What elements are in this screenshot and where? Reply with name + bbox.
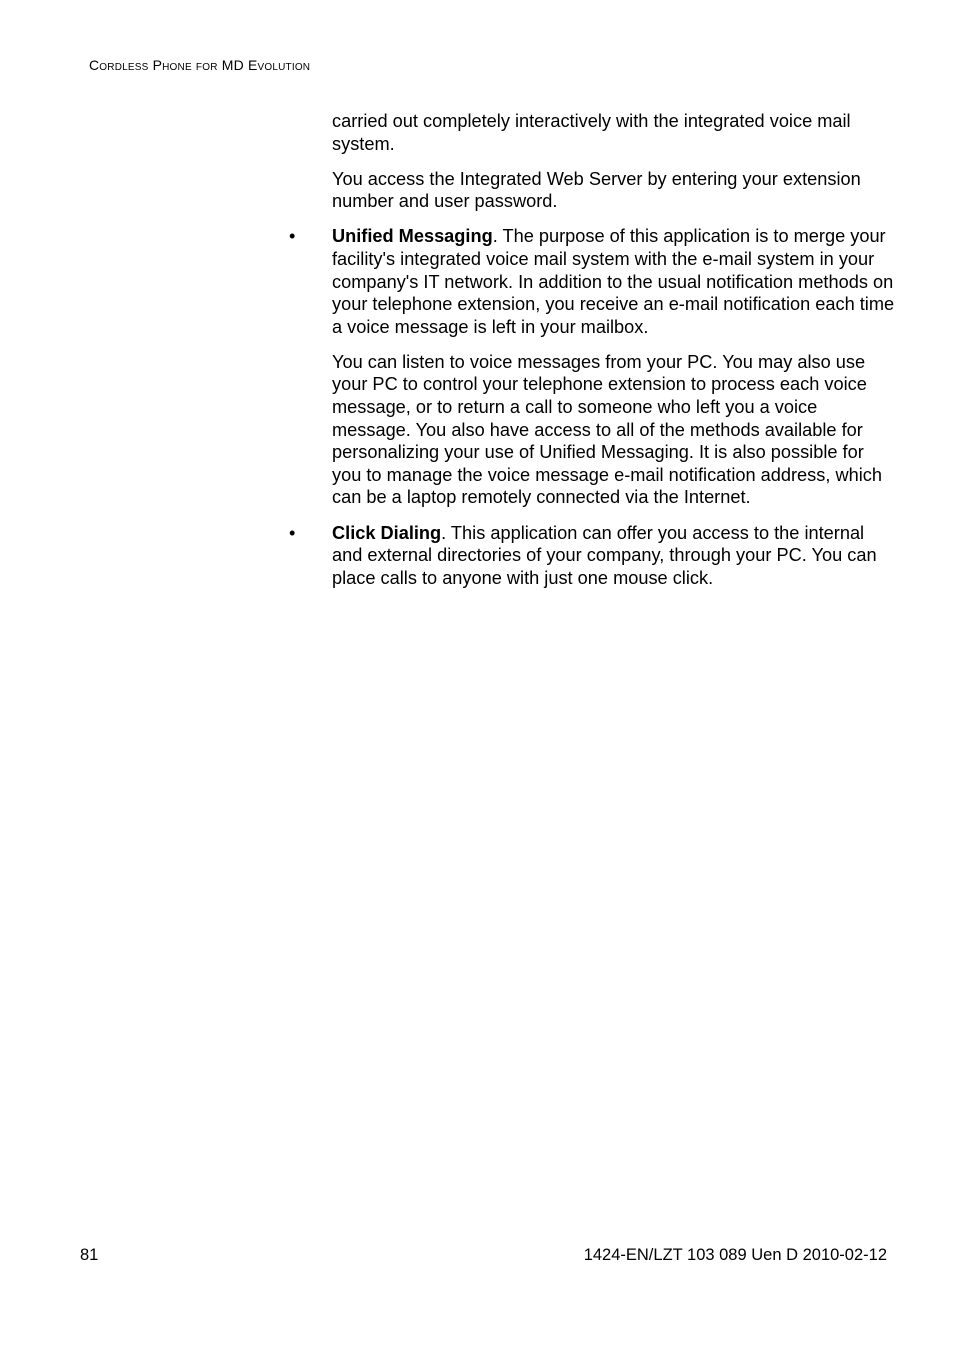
bullet-text: . The purpose of this application is to merge your facility's integrated voice mail system with the e-mail system in your company's IT network. In addition to the usual notification methods on your telephone extension, you receive an e-mail notification each time a voice message is left in your mailbox. — [332, 226, 895, 337]
bullet-marker: • — [289, 226, 296, 247]
bullet-item-unified-messaging — [289, 225, 898, 509]
document-id: 1424-EN/LZT 103 089 Uen D 2010-02-12 — [583, 1246, 887, 1264]
bullet-paragraph — [332, 522, 898, 590]
bullet-text: . This application can offer you access to the internal and external directories of your company, through your PC. You can place calls to anyone with just one mouse click. — [332, 522, 877, 588]
bullet-term: Click Dialing — [332, 522, 442, 543]
bullet-followup-paragraph: You can listen to voice messages from your PC. You may also use your PC to control your telephone extension to process each voice message, or to return a call to someone who left you a voice message. You also have access to all of the methods available for personalizing your use of Unified Messaging. It is also possible for you to manage the voice message e-mail notification address, which can be a laptop remotely connected via the Internet. — [332, 351, 882, 508]
intro-paragraph: carried out completely interactively with the integrated voice mail system. — [332, 111, 851, 154]
running-header: Cordless Phone for MD Evolution — [89, 57, 311, 73]
bullet-term: Unified Messaging — [332, 226, 493, 247]
main-content — [289, 110, 898, 602]
bullet-paragraph — [332, 225, 898, 338]
page-number: 81 — [80, 1246, 99, 1264]
bullet-marker: • — [289, 522, 296, 543]
intro-paragraph: You access the Integrated Web Server by entering your extension number and user password. — [332, 168, 861, 212]
bullet-item-click-dialing — [289, 522, 898, 590]
